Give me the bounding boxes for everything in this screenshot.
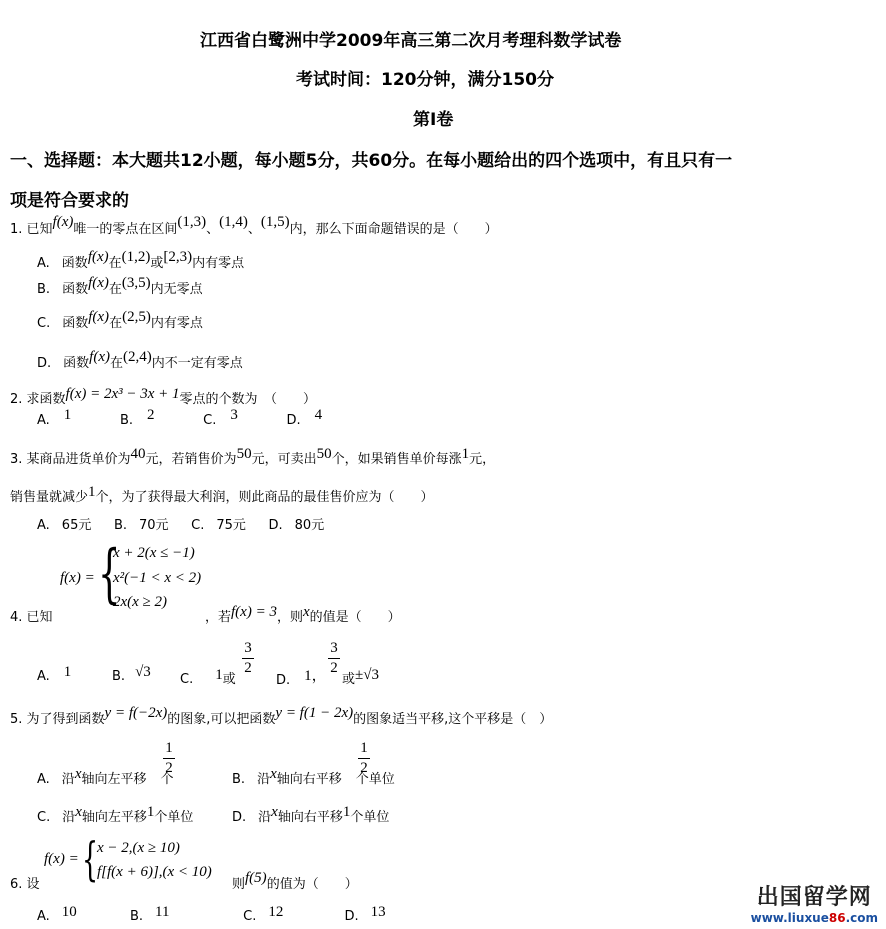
q3-options: A. 65元 B. 70元 C. 75元 D. 80元	[37, 518, 325, 533]
q4-c-fraction: 3 2	[242, 640, 254, 677]
site-watermark	[751, 880, 878, 925]
q4-option-b: B. √3	[112, 664, 151, 684]
q5-b-fraction: 1 2	[358, 740, 370, 777]
q6-options: A. 10 B. 11 C. 12 D. 13	[37, 904, 386, 924]
q4-case-3: 2x(x ≥ 2)	[113, 594, 168, 610]
q4-case-2: x²(−1 < x < 2)	[113, 570, 202, 586]
question-2: 2. 求函数f(x) = 2x³ − 3x + 1零点的个数为 （ ）	[10, 386, 317, 407]
q4-option-c: C. 1或	[180, 667, 236, 687]
q5-option-d: D. 沿x轴向右平移1个单位	[232, 804, 390, 825]
q1-option-c: C. 函数f(x)在(2,5)内有零点	[37, 309, 203, 331]
q6-fx: f(x) =	[44, 851, 79, 867]
q5-option-a: A. 沿x轴向左平移 个	[37, 766, 174, 787]
watermark-url: www.liuxue86.com	[750, 911, 878, 925]
volume-title: 第I卷	[413, 110, 454, 130]
q1-option-d: D. 函数f(x)在(2,4)内不一定有零点	[37, 349, 243, 371]
q4-option-d: D. 1，	[276, 668, 327, 688]
question-3-cont: 销售量就减少1个，为了获得最大利润，则此商品的最佳售价应为（ ）	[10, 484, 434, 505]
q6-brace: {	[82, 832, 99, 886]
q4-fx: f(x) =	[60, 570, 95, 586]
q5-option-b: B. 沿x轴向右平移 个单位	[232, 766, 395, 787]
q4-case-1: x + 2(x ≤ −1)	[113, 545, 195, 561]
q5-option-c: C. 沿x轴向左平移1个单位	[37, 804, 194, 825]
exam-info: 考试时间：120分钟，满分150分	[296, 70, 554, 90]
watermark-name: 出国留学网	[756, 885, 872, 910]
question-3: 3. 某商品进货单价为40元，若销售价为50元，可卖出50个，如果销售单价每涨1元，	[10, 446, 496, 467]
section-heading: 一、选择题：本大题共12小题，每小题5分，共60分。在每小题给出的四个选项中，有且只有一	[10, 151, 733, 171]
section-heading-cont: 项是符合要求的	[10, 191, 129, 211]
page-title: 江西省白鹭洲中学2009年高三第二次月考理科数学试卷	[200, 31, 622, 51]
q4-brace: {	[98, 537, 121, 611]
q6-tail: 则f(5)的值为（ ）	[232, 870, 358, 892]
question-6: 6. 设	[10, 877, 40, 892]
q6-case-1: x − 2,(x ≥ 10)	[97, 840, 180, 856]
question-5: 5. 为了得到函数y = f(−2x)的图象,可以把函数y = f(1 − 2x)的图象适当平移,这个平移是（ ）	[10, 705, 553, 727]
q1-option-b: B. 函数f(x)在(3,5)内无零点	[37, 275, 203, 297]
q4-d-fraction: 3 2	[328, 640, 340, 677]
q4-option-d-tail: 或±√3	[342, 667, 379, 687]
q5-a-fraction: 1 2	[163, 740, 175, 777]
q1-option-a: A. 函数f(x)在(1,2)或[2,3)内有零点	[37, 249, 245, 271]
question-4: 4. 已知	[10, 610, 53, 625]
q4-option-a: A. 1	[37, 664, 72, 684]
q2-options: A. 1 B. 2 C. 3 D. 4	[37, 407, 323, 428]
q4-condition: ，若f(x) = 3，则x的值是（ ）	[205, 604, 401, 625]
q6-case-2: f[f(x + 6)],(x < 10)	[97, 864, 212, 880]
question-1: 1. 已知f(x)唯一的零点在区间(1,3)、(1,4)、(1,5)内，那么下面命题错误的是（ ）	[10, 214, 498, 237]
